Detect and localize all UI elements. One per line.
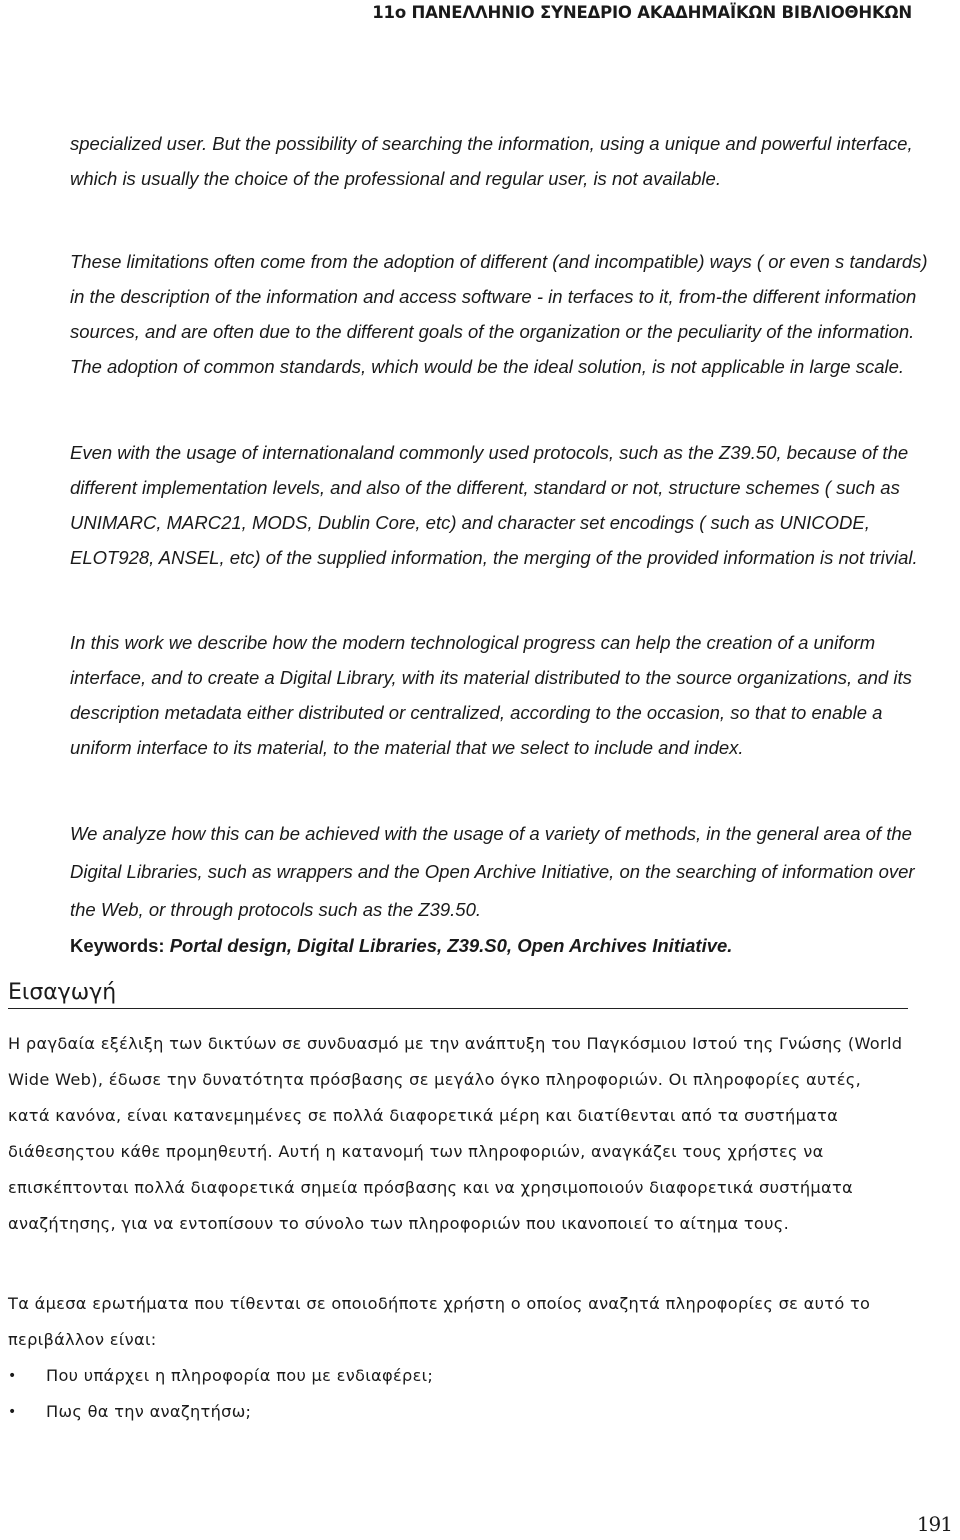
paragraph-intro-2: Τα άμεσα ερωτήματα που τίθενται σε οποιοδήποτε χρήστη ο οποίος αναζητά πληροφορίες σε αυτό το περιβάλλον είναι: [8,1294,871,1349]
keywords-line [70,928,930,963]
paragraph-abstract-5: We analyze how this can be achieved with the usage of a variety of methods, in the general area of the Digital Libraries, such as wrappers and the Open Archive Initiative, on the searching of information over the Web, or through protocols such as the Z39.50. [70,823,915,920]
paragraph-abstract-1: specialized user. But the possibility of searching the information, using a unique and powerful interface, which is usually the choice of the professional and regular user, is not available. [70,133,913,189]
paragraph-abstract-2: These limitations often come from the adoption of different (and incompatible) ways ( or even s tandards) in the description of the information and access software - in terfaces to it, from-the different information sources, and are often due to the different goals of the organization or the peculiarity of the information. The adoption of common standards, which would be the ideal solution, is not applicable in large scale. [70,251,928,377]
page-number: 191 [916,1512,952,1536]
keywords-label: Keywords: [70,935,170,956]
paragraph-abstract-4: In this work we describe how the modern technological progress can help the creation of a uniform interface, and to create a Digital Library, with its material distributed to the source organizations, and its description metadata either distributed or centralized, according to the occasion, so that to enable a uniform interface to its material, to the material that we select to include and index. [70,632,912,758]
list-item: • Πως θα την αναζητήσω; [8,1394,433,1430]
section-title: Εισαγωγή [8,980,117,1005]
running-header: 11o ΠΑΝΕΛΛΗΝΙΟ ΣΥΝΕΔΡΙΟ ΑΚΑΔΗΜΑΪΚΩΝ ΒΙΒΛΙΟΘΗΚΩΝ [372,3,912,22]
question-list [8,1358,433,1430]
paragraph-abstract-3: Even with the usage of internationaland commonly used protocols, such as the Z39.50, because of the different implementation levels, and also of the different, standard or not, structure schemes ( such as UNIMARC, MARC21, MODS, Dublin Core, etc) and character set encodings ( such as UNICODE, ELOT928, ANSEL, etc) of the supplied information, the merging of the provided information is not trivial. [70,442,918,568]
paragraph-intro-1: Η ραγδαία εξέλιξη των δικτύων σε συνδυασμό με την ανάπτυξη του Παγκόσμιου Ιστού της Γνώσης (World Wide Web), έδωσε την δυνατότητα πρόσβασης σε μεγάλο όγκο πληροφοριών. Οι πληροφορίες αυτές, κατά κανόνα, είναι κατανεμημένες σε πολλά διαφορετικά μέρη και διατίθενται από τα συστήματα διάθεσηςτου κάθε προμηθευτή. Αυτή η κατανομή των πληροφοριών, αναγκάζει τους χρήστες να επισκέπτονται πολλά διαφορετικά σημεία πρόσβασης και να χρησιμοποιούν διαφορετικά συστήματα αναζήτησης, για να εντοπίσουν το σύνολο των πληροφοριών που ικανοποιεί το αίτημα τους. [8,1034,903,1233]
keywords-list: Portal design, Digital Libraries, Z39.S0, Open Archives Initiative. [169,935,733,956]
section-heading [8,980,908,1009]
list-item: • Που υπάρχει η πληροφορία που με ενδιαφέρει; [8,1358,433,1394]
